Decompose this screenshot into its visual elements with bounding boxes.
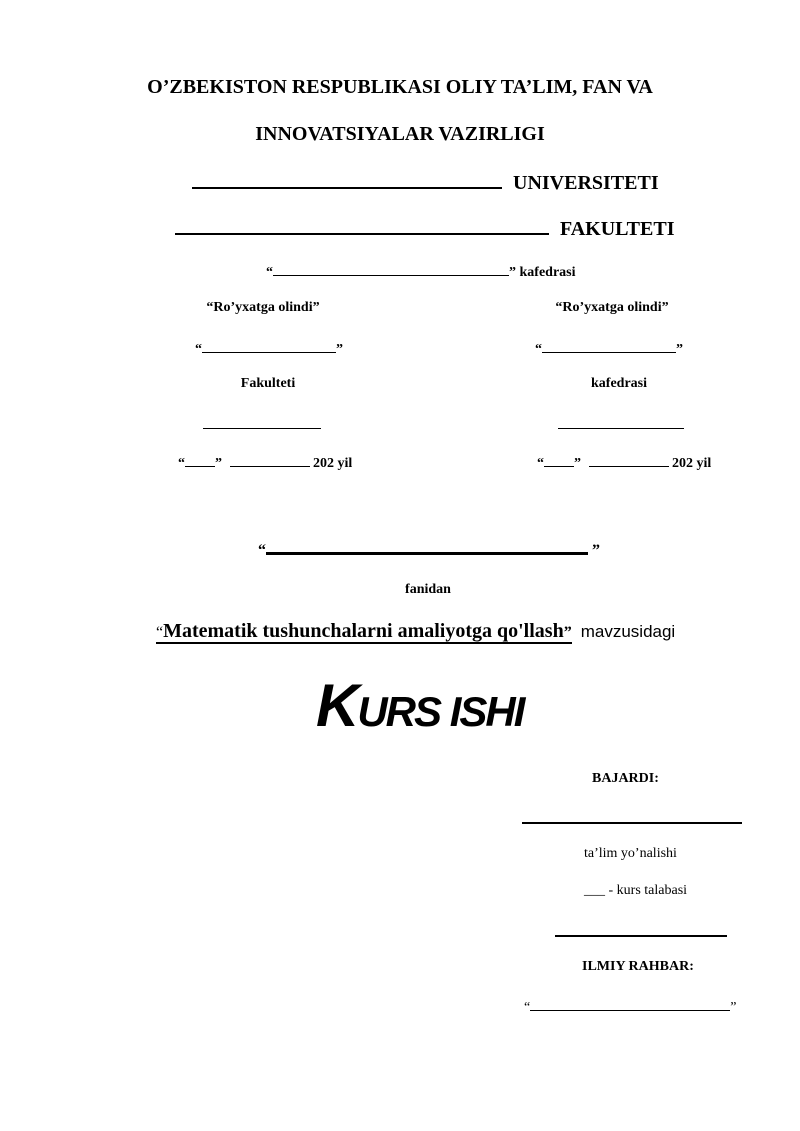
performer-direction: ta’lim yo’nalishi (584, 846, 677, 861)
right-date-year: 202 yil (672, 456, 712, 471)
ministry-line-2: INNOVATSIYALAR VAZIRLIGI (255, 123, 545, 145)
performer-label: BAJARDI: (592, 771, 659, 786)
document-title-first-letter: K (316, 672, 358, 739)
right-date-line (537, 452, 711, 472)
left-date-line (178, 452, 352, 472)
department-blank (273, 261, 509, 276)
left-date-open: “ (178, 456, 185, 471)
document-title (316, 672, 524, 739)
right-department-label: kafedrasi (591, 376, 647, 391)
subject-blank (266, 534, 588, 555)
right-quote-blank (542, 338, 676, 353)
supervisor-blank (530, 996, 730, 1011)
supervisor-line (524, 996, 736, 1016)
left-date-day-blank (185, 452, 215, 467)
left-signature-line (203, 428, 321, 429)
performer-course (584, 883, 687, 899)
subject-suffix: fanidan (405, 582, 451, 597)
performer-name-line (522, 822, 742, 824)
faculty-blank (175, 215, 549, 235)
left-date-mid: ” (215, 456, 222, 471)
left-date-year: 202 yil (313, 456, 353, 471)
right-date-day-blank (544, 452, 574, 467)
department-label: ” kafedrasi (509, 265, 576, 280)
topic-close-quote: ” (563, 624, 572, 641)
department-open-quote: “ (266, 265, 273, 280)
department-line (266, 261, 576, 281)
university-blank (192, 169, 502, 189)
left-quote-line (195, 338, 343, 358)
subject-close-quote: ” (592, 542, 600, 559)
supervisor-close-quote: ” (730, 1000, 737, 1015)
right-date-open: “ (537, 456, 544, 471)
supervisor-label: ILMIY RAHBAR: (582, 959, 694, 974)
topic-title: Matematik tushunchalarni amaliyotga qo'llash (163, 620, 564, 642)
performer-course-label: - kurs talabasi (605, 883, 688, 898)
university-line (192, 169, 659, 195)
topic-line (156, 620, 675, 643)
right-open-quote: “ (535, 342, 542, 357)
right-signature-line (558, 428, 684, 429)
left-quote-blank (202, 338, 336, 353)
university-label: UNIVERSITETI (513, 172, 659, 194)
left-faculty-label: Fakulteti (240, 376, 296, 391)
right-quote-line (535, 338, 683, 358)
right-date-month-blank (589, 452, 669, 467)
topic-underlined (156, 620, 572, 644)
subject-line (258, 534, 600, 560)
topic-open-quote: “ (156, 624, 164, 641)
supervisor-open-quote: “ (524, 1000, 531, 1015)
ministry-line-1: O’ZBEKISTON RESPUBLIKASI OLIY TA’LIM, FAN VA (147, 76, 653, 98)
right-registered: “Ro’yxatga olindi” (555, 300, 669, 315)
performer-extra-line (555, 935, 727, 937)
performer-course-blank: ___ (584, 883, 605, 898)
right-date-mid: ” (574, 456, 581, 471)
left-open-quote: “ (195, 342, 202, 357)
faculty-line (175, 215, 674, 241)
topic-suffix: mavzusidagi (580, 622, 676, 641)
document-title-rest: URS ISHI (357, 688, 524, 735)
right-close-quote: ” (676, 342, 683, 357)
left-date-month-blank (230, 452, 310, 467)
left-close-quote: ” (336, 342, 343, 357)
left-registered: “Ro’yxatga olindi” (206, 300, 320, 315)
faculty-label: FAKULTETI (560, 218, 675, 240)
subject-open-quote: “ (258, 542, 266, 559)
